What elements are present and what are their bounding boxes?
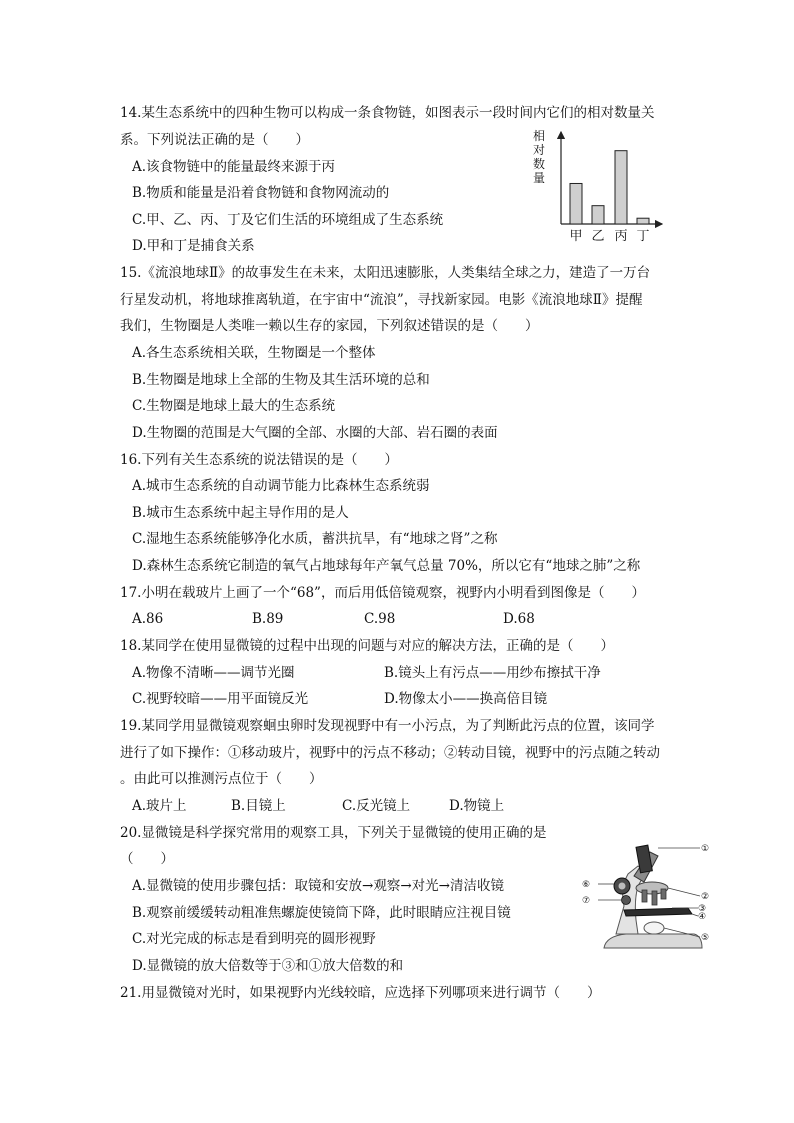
microscope-base xyxy=(604,934,702,948)
q18-stem-line1: 18.某同学在使用显微镜的过程中出现的问题与对应的解决方法，正确的是（ ） xyxy=(120,638,614,654)
bar-3 xyxy=(615,151,627,224)
q16-option-a: A.城市生态系统的自动调节能力比森林生态系统弱 xyxy=(132,478,430,494)
q20-option-a: A.显微镜的使用步骤包括：取镜和安放→观察→对光→清洁收镜 xyxy=(132,878,504,894)
q21-stem-line1: 21.用显微镜对光时，如果视野内光线较暗，应选择下列哪项来进行调节（ ） xyxy=(120,985,601,1001)
q20-stem-line2: （ ） xyxy=(120,851,174,867)
microscope-stage xyxy=(624,908,692,916)
microscope-side-knob xyxy=(622,896,631,905)
q20-option-c: C.对光完成的标志是看到明亮的圆形视野 xyxy=(132,931,376,947)
microscope-fine-knob xyxy=(619,883,626,890)
q16-option-b: B.城市生态系统中起主导作用的是人 xyxy=(132,505,349,521)
bar-4 xyxy=(637,218,649,224)
q14-stem-line2: 系。下列说法正确的是（ ） xyxy=(120,132,309,148)
q14-option-d: D.甲和丁是捕食关系 xyxy=(132,238,255,254)
q20-option-b: B.观察前缓缓转动粗准焦螺旋使镜筒下降，此时眼睛应注视目镜 xyxy=(132,905,511,921)
q18-option-d: D.物像太小——换高倍目镜 xyxy=(384,691,548,707)
q15-stem-line2: 行星发动机，将地球推离轨道，在宇宙中“流浪”，寻找新家园。电影《流浪地球Ⅱ》提醒 xyxy=(120,292,643,308)
microscope-label-6: ⑥ xyxy=(581,880,591,890)
q14-option-a: A.该食物链中的能量最终来源于丙 xyxy=(132,159,336,175)
bar-1 xyxy=(570,183,582,224)
microscope-objective-b xyxy=(652,891,657,905)
microscope-diagram xyxy=(576,836,716,960)
q19-option-c: C.反光镜上 xyxy=(342,798,411,814)
q17-stem-line1: 17.小明在载玻片上画了一个“68”，而后用低倍镜观察，视野内小明看到图像是（ ） xyxy=(120,585,645,601)
food-chain-bar-chart xyxy=(528,126,670,248)
q15-option-c: C.生物圈是地球上最大的生态系统 xyxy=(132,398,336,414)
q16-option-c: C.湿地生态系统能够净化水质，蓄洪抗旱，有“地球之肾”之称 xyxy=(132,531,498,547)
microscope-label-2: ② xyxy=(700,892,710,902)
microscope-objective-a xyxy=(642,890,647,902)
x-tick-label-1: 甲 xyxy=(569,229,583,244)
chart-ylabel: 相对数量 xyxy=(532,129,546,185)
microscope-label-1: ① xyxy=(700,844,710,854)
x-tick-label-3: 丙 xyxy=(614,229,628,244)
microscope-label-7: ⑦ xyxy=(581,896,591,906)
q16-option-d: D.森林生态系统它制造的氧气占地球每年产氧气总量 70%，所以它有“地球之肺”之称 xyxy=(132,558,641,574)
q20-option-d: D.显微镜的放大倍数等于③和①放大倍数的和 xyxy=(132,958,404,974)
q19-stem-line2: 进行了如下操作：①移动玻片，视野中的污点不移动；②转动目镜，视野中的污点随之转动 xyxy=(120,745,660,761)
q17-option-c: C.98 xyxy=(364,611,396,627)
q15-stem-line1: 15.《流浪地球Ⅱ》的故事发生在未来，太阳迅速膨胀，人类集结全球之力，建造了一万台 xyxy=(120,265,651,281)
q15-option-a: A.各生态系统相关联，生物圈是一个整体 xyxy=(132,345,376,361)
q16-stem-line1: 16.下列有关生态系统的说法错误的是（ ） xyxy=(120,452,398,468)
q19-stem-line3: 。由此可以推测污点位于（ ） xyxy=(120,771,323,787)
q19-option-d: D.物镜上 xyxy=(449,798,505,814)
q17-option-d: D.68 xyxy=(503,611,535,627)
bar-2 xyxy=(592,206,604,224)
x-tick-label-2: 乙 xyxy=(591,229,605,244)
q18-option-b: B.镜头上有污点——用纱布擦拭干净 xyxy=(384,665,601,681)
q17-option-a: A.86 xyxy=(132,611,164,627)
x-tick-label-4: 丁 xyxy=(636,229,650,244)
q15-option-b: B.生物圈是地球上全部的生物及其生活环境的总和 xyxy=(132,372,430,388)
q20-stem-line1: 20.显微镜是科学探究常用的观察工具，下列关于显微镜的使用正确的是 xyxy=(120,825,547,841)
q14-stem-line1: 14.某生态系统中的四种生物可以构成一条食物链，如图表示一段时间内它们的相对数量关 xyxy=(120,105,655,121)
q14-option-b: B.物质和能量是沿着食物链和食物网流动的 xyxy=(132,185,390,201)
q18-option-c: C.视野较暗——用平面镜反光 xyxy=(132,691,309,707)
microscope-mirror xyxy=(644,922,664,934)
microscope-label-5: ⑤ xyxy=(700,933,710,943)
q15-option-d: D.生物圈的范围是大气圈的全部、水圈的大部、岩石圈的表面 xyxy=(132,425,498,441)
q19-option-a: A.玻片上 xyxy=(132,798,187,814)
q15-stem-line3: 我们，生物圈是人类唯一赖以生存的家园，下列叙述错误的是（ ） xyxy=(120,318,539,334)
microscope-objective-c xyxy=(661,889,666,899)
q17-option-b: B.89 xyxy=(252,611,284,627)
microscope-label-4: ④ xyxy=(697,912,707,922)
q14-option-c: C.甲、乙、丙、丁及它们生活的环境组成了生态系统 xyxy=(132,212,444,228)
q18-option-a: A.物像不清晰——调节光圈 xyxy=(132,665,295,681)
q19-option-b: B.目镜上 xyxy=(231,798,286,814)
q19-stem-line1: 19.某同学用显微镜观察蛔虫卵时发现视野中有一小污点，为了判断此污点的位置，该同学 xyxy=(120,718,655,734)
microscope-label-3: ③ xyxy=(697,904,707,914)
